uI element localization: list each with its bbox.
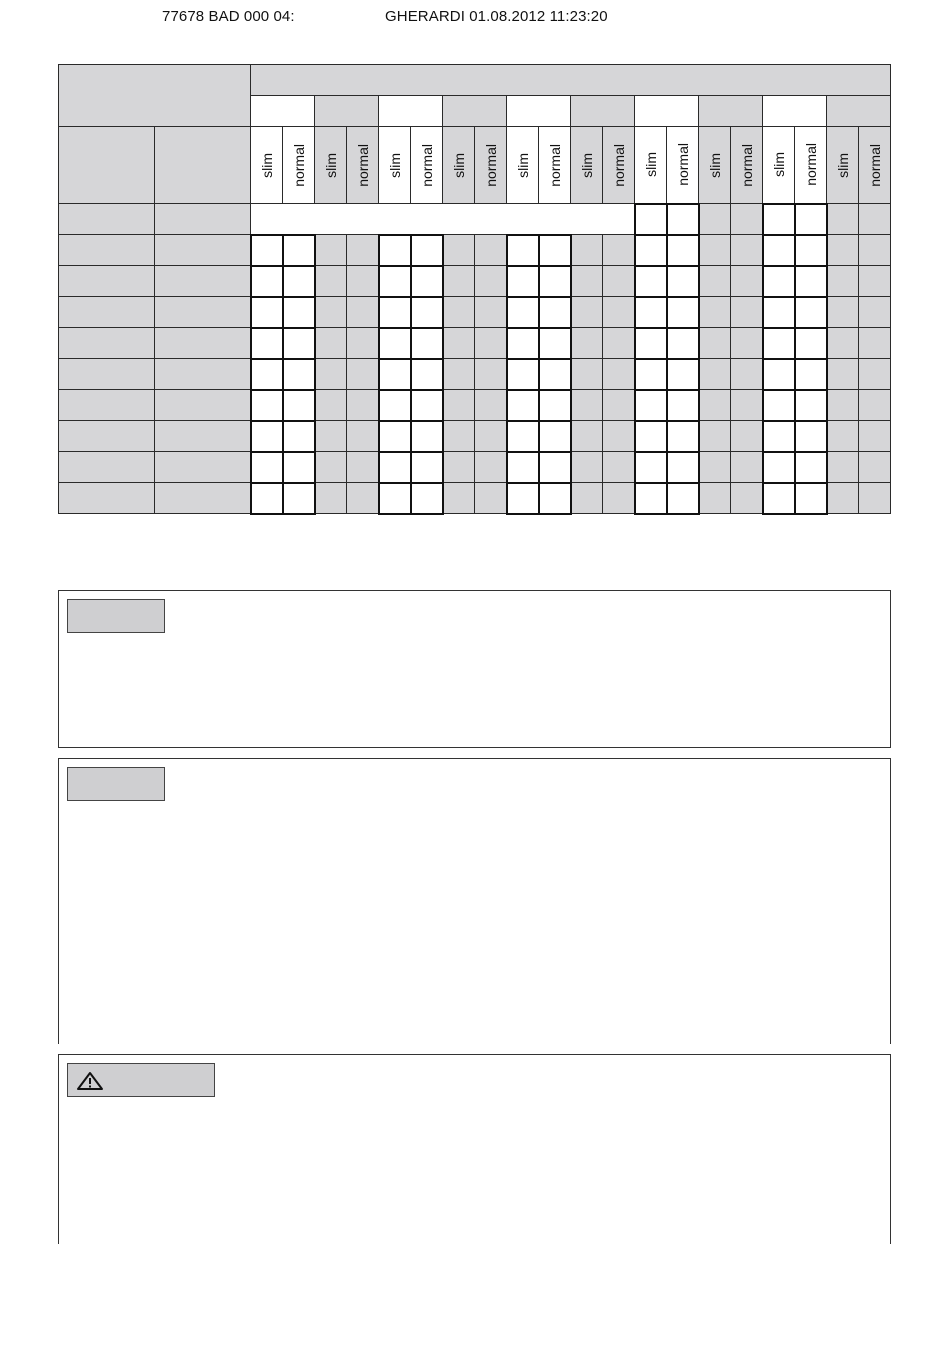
subcolumn-label: slim bbox=[322, 152, 339, 178]
table-cell bbox=[283, 359, 315, 390]
table-row bbox=[59, 204, 891, 235]
table-cell bbox=[475, 359, 507, 390]
subcolumn-label-row bbox=[59, 127, 891, 204]
table-cell bbox=[603, 390, 635, 421]
table-cell bbox=[315, 483, 347, 514]
subcolumn-label-cell bbox=[763, 127, 795, 204]
table-cell bbox=[315, 359, 347, 390]
group-header-2 bbox=[315, 96, 379, 127]
table-cell bbox=[507, 390, 539, 421]
table-cell bbox=[315, 328, 347, 359]
table-cell bbox=[603, 452, 635, 483]
table-cell bbox=[667, 390, 699, 421]
table-cell bbox=[795, 235, 827, 266]
table-cell bbox=[315, 452, 347, 483]
table-cell bbox=[347, 297, 379, 328]
table-cell bbox=[507, 297, 539, 328]
info-box-2 bbox=[58, 758, 891, 1044]
table-cell bbox=[347, 266, 379, 297]
table-cell bbox=[475, 328, 507, 359]
table-row bbox=[59, 452, 891, 483]
table-cell bbox=[379, 235, 411, 266]
table-cell bbox=[667, 359, 699, 390]
table-cell bbox=[699, 266, 731, 297]
row-label-header-b bbox=[155, 127, 251, 204]
table-cell bbox=[411, 328, 443, 359]
table-cell bbox=[539, 359, 571, 390]
table-cell bbox=[571, 328, 603, 359]
subcolumn-label: slim bbox=[706, 152, 723, 178]
subcolumn-label: normal bbox=[610, 143, 627, 187]
table-cell bbox=[411, 266, 443, 297]
row-label-a bbox=[59, 359, 155, 390]
subcolumn-label: normal bbox=[418, 143, 435, 187]
subcolumn-label-cell bbox=[827, 127, 859, 204]
table-cell bbox=[411, 235, 443, 266]
table-cell bbox=[635, 483, 667, 514]
table-cell bbox=[603, 359, 635, 390]
table-cell bbox=[411, 359, 443, 390]
table-row bbox=[59, 297, 891, 328]
table-cell bbox=[827, 390, 859, 421]
group-header-4 bbox=[443, 96, 507, 127]
table-cell bbox=[827, 297, 859, 328]
table-cell bbox=[539, 452, 571, 483]
table-cell bbox=[411, 452, 443, 483]
row-label-b bbox=[155, 483, 251, 514]
table-row bbox=[59, 266, 891, 297]
table-cell bbox=[347, 328, 379, 359]
subcolumn-label-cell bbox=[443, 127, 475, 204]
table-cell bbox=[475, 297, 507, 328]
subcolumn-label: slim bbox=[578, 152, 595, 178]
table-cell bbox=[475, 390, 507, 421]
table-cell bbox=[251, 421, 283, 452]
table-cell bbox=[699, 483, 731, 514]
subcolumn-label: slim bbox=[514, 152, 531, 178]
table-cell bbox=[507, 235, 539, 266]
row-label-b bbox=[155, 266, 251, 297]
table-cell bbox=[699, 204, 731, 235]
table-cell bbox=[699, 359, 731, 390]
table-cell bbox=[667, 328, 699, 359]
table-cell bbox=[667, 204, 699, 235]
table-cell bbox=[859, 483, 891, 514]
table-cell bbox=[859, 266, 891, 297]
table-cell bbox=[507, 483, 539, 514]
subcolumn-label-cell bbox=[283, 127, 315, 204]
table-cell bbox=[475, 235, 507, 266]
row-label-b bbox=[155, 204, 251, 235]
table-cell bbox=[667, 483, 699, 514]
table-row bbox=[59, 235, 891, 266]
table-cell bbox=[507, 452, 539, 483]
subcolumn-label: normal bbox=[866, 143, 883, 187]
table-cell bbox=[859, 297, 891, 328]
table-cell bbox=[699, 235, 731, 266]
table-cell bbox=[699, 390, 731, 421]
table-cell bbox=[539, 328, 571, 359]
subcolumn-label-cell bbox=[475, 127, 507, 204]
group-header-10 bbox=[827, 96, 891, 127]
table-cell bbox=[251, 235, 283, 266]
document-id: 77678 BAD 000 04: bbox=[162, 8, 295, 25]
table-cell bbox=[379, 328, 411, 359]
subcolumn-label: normal bbox=[482, 143, 499, 187]
row-label-a bbox=[59, 204, 155, 235]
row-label-b bbox=[155, 235, 251, 266]
table-row bbox=[59, 421, 891, 452]
table-cell bbox=[763, 204, 795, 235]
table-cell bbox=[859, 328, 891, 359]
info-box-1 bbox=[58, 590, 891, 748]
table-cell bbox=[283, 452, 315, 483]
table-cell bbox=[859, 421, 891, 452]
table-cell bbox=[795, 204, 827, 235]
table-cell bbox=[827, 235, 859, 266]
table-cell bbox=[699, 452, 731, 483]
group-header-1 bbox=[251, 96, 315, 127]
row-label-a bbox=[59, 235, 155, 266]
table-cell bbox=[283, 235, 315, 266]
table-cell bbox=[315, 266, 347, 297]
subcolumn-label-cell bbox=[603, 127, 635, 204]
table-cell bbox=[475, 452, 507, 483]
table-cell bbox=[635, 390, 667, 421]
table-cell bbox=[443, 235, 475, 266]
row-label-a bbox=[59, 421, 155, 452]
table-cell bbox=[379, 483, 411, 514]
table-cell bbox=[379, 359, 411, 390]
table-cell bbox=[603, 328, 635, 359]
table-cell bbox=[603, 297, 635, 328]
table-cell bbox=[731, 390, 763, 421]
subcolumn-label: normal bbox=[738, 143, 755, 187]
table-cell bbox=[443, 359, 475, 390]
table-cell bbox=[411, 483, 443, 514]
group-header-3 bbox=[379, 96, 443, 127]
group-header-9 bbox=[763, 96, 827, 127]
header-row-1 bbox=[59, 65, 891, 96]
table-cell bbox=[379, 266, 411, 297]
table-cell bbox=[379, 452, 411, 483]
table-cell bbox=[603, 483, 635, 514]
subcolumn-label-cell bbox=[347, 127, 379, 204]
table-cell bbox=[795, 359, 827, 390]
table-cell bbox=[667, 421, 699, 452]
table-cell bbox=[859, 390, 891, 421]
table-cell bbox=[635, 266, 667, 297]
row-label-a bbox=[59, 297, 155, 328]
subcolumn-label: slim bbox=[450, 152, 467, 178]
subcolumn-label: normal bbox=[290, 143, 307, 187]
warning-triangle-icon bbox=[76, 1071, 104, 1091]
table-cell bbox=[379, 421, 411, 452]
table-cell bbox=[795, 297, 827, 328]
subcolumn-label-cell bbox=[859, 127, 891, 204]
table-cell bbox=[251, 452, 283, 483]
table-cell bbox=[283, 421, 315, 452]
table-cell bbox=[667, 452, 699, 483]
table-cell bbox=[251, 390, 283, 421]
table-cell bbox=[667, 235, 699, 266]
table-cell bbox=[827, 421, 859, 452]
table-cell bbox=[507, 359, 539, 390]
table-cell bbox=[411, 421, 443, 452]
table-cell bbox=[827, 452, 859, 483]
table-cell bbox=[603, 421, 635, 452]
table-cell bbox=[315, 390, 347, 421]
table-cell bbox=[763, 266, 795, 297]
table-cell bbox=[795, 483, 827, 514]
table-cell bbox=[859, 204, 891, 235]
subcolumn-label: normal bbox=[674, 143, 691, 187]
row-label-b bbox=[155, 390, 251, 421]
table-cell bbox=[571, 390, 603, 421]
table-cell bbox=[443, 328, 475, 359]
subcolumn-label-cell bbox=[379, 127, 411, 204]
table-cell bbox=[443, 266, 475, 297]
table-cell bbox=[795, 266, 827, 297]
table-cell bbox=[411, 390, 443, 421]
row-label-a bbox=[59, 452, 155, 483]
table-cell bbox=[763, 297, 795, 328]
table-cell bbox=[635, 235, 667, 266]
table-cell bbox=[539, 483, 571, 514]
table-cell bbox=[763, 235, 795, 266]
table-row bbox=[59, 390, 891, 421]
table-cell bbox=[795, 452, 827, 483]
table-cell bbox=[827, 359, 859, 390]
table-cell bbox=[443, 421, 475, 452]
table-cell bbox=[507, 266, 539, 297]
row-label-a bbox=[59, 266, 155, 297]
subcolumn-label-cell bbox=[507, 127, 539, 204]
table-cell bbox=[571, 266, 603, 297]
table-cell bbox=[411, 297, 443, 328]
row-label-b bbox=[155, 297, 251, 328]
table-cell bbox=[635, 297, 667, 328]
table-cell bbox=[603, 266, 635, 297]
table-cell bbox=[603, 235, 635, 266]
subcolumn-label: slim bbox=[770, 152, 787, 178]
table-cell bbox=[251, 328, 283, 359]
table-cell bbox=[571, 421, 603, 452]
table-cell bbox=[475, 421, 507, 452]
table-cell bbox=[539, 421, 571, 452]
table-cell bbox=[347, 359, 379, 390]
subcolumn-label-cell bbox=[571, 127, 603, 204]
group-header-5 bbox=[507, 96, 571, 127]
table-cell bbox=[763, 452, 795, 483]
subcolumn-label-cell bbox=[539, 127, 571, 204]
table-cell bbox=[283, 390, 315, 421]
table-cell bbox=[539, 390, 571, 421]
table-cell bbox=[763, 359, 795, 390]
table-cell bbox=[443, 297, 475, 328]
table-cell bbox=[347, 452, 379, 483]
table-cell bbox=[251, 359, 283, 390]
subcolumn-label-cell bbox=[635, 127, 667, 204]
table-cell bbox=[731, 452, 763, 483]
table-cell bbox=[859, 235, 891, 266]
table-cell bbox=[315, 297, 347, 328]
subcolumn-label-cell bbox=[699, 127, 731, 204]
table-cell bbox=[315, 235, 347, 266]
table-cell bbox=[763, 483, 795, 514]
table-cell bbox=[763, 328, 795, 359]
table-cell bbox=[539, 297, 571, 328]
group-header-7 bbox=[635, 96, 699, 127]
table-cell bbox=[571, 483, 603, 514]
table-cell bbox=[443, 452, 475, 483]
table-cell bbox=[635, 204, 667, 235]
row-label-b bbox=[155, 359, 251, 390]
subcolumn-label: normal bbox=[354, 143, 371, 187]
table-cell bbox=[571, 452, 603, 483]
merged-blank-cell bbox=[251, 204, 635, 235]
table-cell bbox=[731, 359, 763, 390]
subcolumn-label: slim bbox=[258, 152, 275, 178]
table-cell bbox=[827, 483, 859, 514]
table-cell bbox=[443, 483, 475, 514]
table-cell bbox=[731, 328, 763, 359]
subcolumn-label-cell bbox=[667, 127, 699, 204]
subcolumn-label-cell bbox=[731, 127, 763, 204]
table-cell bbox=[379, 297, 411, 328]
table-cell bbox=[795, 421, 827, 452]
table-cell bbox=[731, 235, 763, 266]
table-cell bbox=[251, 266, 283, 297]
table-cell bbox=[731, 483, 763, 514]
table-cell bbox=[699, 328, 731, 359]
table-row bbox=[59, 328, 891, 359]
table-cell bbox=[347, 421, 379, 452]
table-cell bbox=[763, 390, 795, 421]
subcolumn-label-cell bbox=[795, 127, 827, 204]
table-cell bbox=[571, 297, 603, 328]
table-cell bbox=[635, 359, 667, 390]
warning-box-tag bbox=[67, 1063, 215, 1097]
author-timestamp: GHERARDI 01.08.2012 11:23:20 bbox=[385, 8, 608, 25]
table-cell bbox=[635, 328, 667, 359]
row-label-header-a bbox=[59, 127, 155, 204]
table-cell bbox=[347, 390, 379, 421]
subcolumn-label-cell bbox=[251, 127, 283, 204]
table-cell bbox=[443, 390, 475, 421]
group-header-6 bbox=[571, 96, 635, 127]
table-cell bbox=[475, 483, 507, 514]
table-cell bbox=[347, 235, 379, 266]
table-cell bbox=[667, 297, 699, 328]
group-header-8 bbox=[699, 96, 763, 127]
table-cell bbox=[539, 235, 571, 266]
table-cell bbox=[283, 483, 315, 514]
subcolumn-label-cell bbox=[411, 127, 443, 204]
table-cell bbox=[667, 266, 699, 297]
table-cell bbox=[827, 204, 859, 235]
table-cell bbox=[283, 266, 315, 297]
table-cell bbox=[731, 297, 763, 328]
table-cell bbox=[731, 204, 763, 235]
table-cell bbox=[507, 421, 539, 452]
subcolumn-label: normal bbox=[546, 143, 563, 187]
table-row bbox=[59, 483, 891, 514]
subcolumn-label: slim bbox=[642, 152, 659, 178]
table-cell bbox=[859, 359, 891, 390]
subcolumn-label: slim bbox=[386, 152, 403, 178]
table-cell bbox=[571, 359, 603, 390]
corner-cell bbox=[59, 65, 251, 127]
table-cell bbox=[827, 328, 859, 359]
table-cell bbox=[859, 452, 891, 483]
subcolumn-label: normal bbox=[802, 143, 819, 187]
spec-table bbox=[58, 64, 891, 515]
subcolumn-label: slim bbox=[834, 152, 851, 178]
table-cell bbox=[763, 421, 795, 452]
table-cell bbox=[699, 297, 731, 328]
table-cell bbox=[475, 266, 507, 297]
row-label-a bbox=[59, 328, 155, 359]
table-cell bbox=[283, 297, 315, 328]
table-cell bbox=[635, 452, 667, 483]
table-row bbox=[59, 359, 891, 390]
table-cell bbox=[731, 266, 763, 297]
row-label-b bbox=[155, 421, 251, 452]
table-cell bbox=[539, 266, 571, 297]
table-cell bbox=[699, 421, 731, 452]
table-cell bbox=[635, 421, 667, 452]
group-header-span bbox=[251, 65, 891, 96]
table-cell bbox=[827, 266, 859, 297]
table-cell bbox=[795, 390, 827, 421]
table-cell bbox=[251, 483, 283, 514]
table-cell bbox=[571, 235, 603, 266]
row-label-a bbox=[59, 390, 155, 421]
info-box-2-tag bbox=[67, 767, 165, 801]
table-cell bbox=[795, 328, 827, 359]
subcolumn-label-cell bbox=[315, 127, 347, 204]
row-label-a bbox=[59, 483, 155, 514]
table-cell bbox=[315, 421, 347, 452]
info-box-1-tag bbox=[67, 599, 165, 633]
row-label-b bbox=[155, 328, 251, 359]
table-cell bbox=[507, 328, 539, 359]
row-label-b bbox=[155, 452, 251, 483]
table-cell bbox=[379, 390, 411, 421]
warning-box bbox=[58, 1054, 891, 1244]
table-cell bbox=[283, 328, 315, 359]
table-cell bbox=[731, 421, 763, 452]
table-cell bbox=[251, 297, 283, 328]
table-cell bbox=[347, 483, 379, 514]
